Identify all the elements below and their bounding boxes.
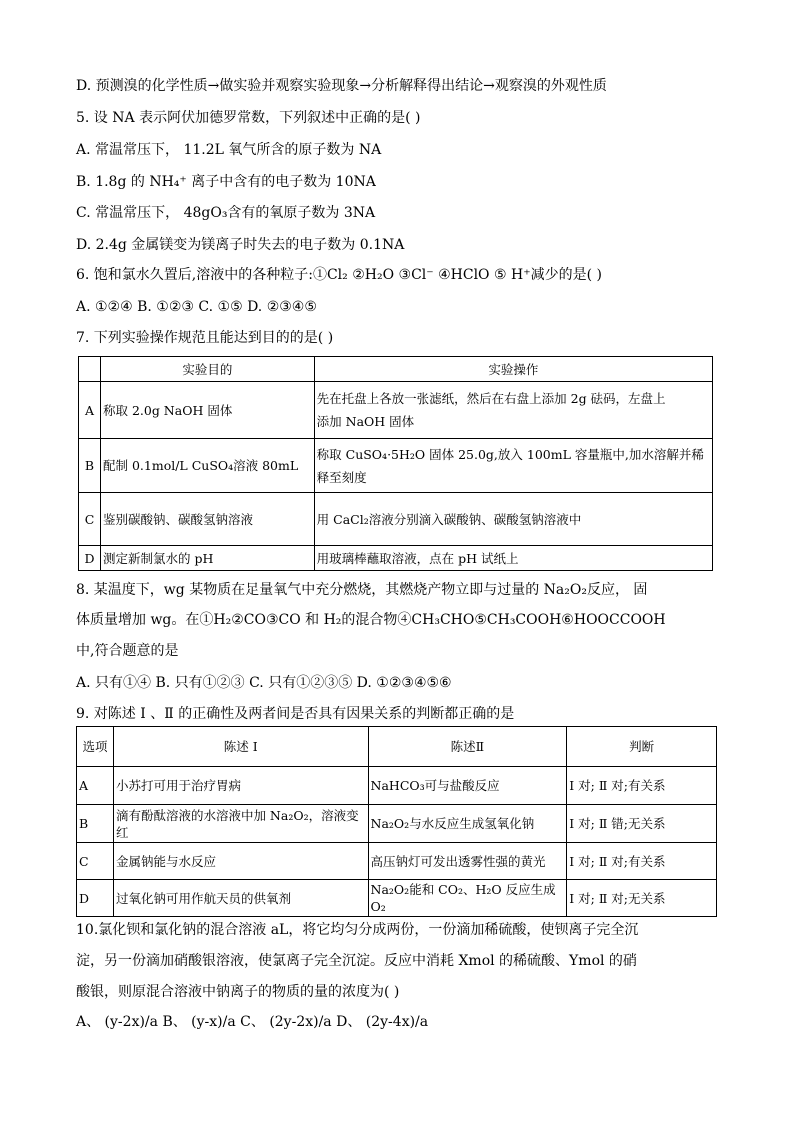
statement-2-cell: NaHCO₃可与盐酸反应: [368, 767, 567, 805]
question-5-stem: 5. 设 NA 表示阿伏加德罗常数，下列叙述中正确的是( ): [76, 110, 421, 126]
option-line: A. ①②④ B. ①②③ C. ①⑤ D. ②③④⑤: [76, 299, 317, 315]
operation-cell: 用玻璃棒蘸取溶液，点在 pH 试纸上: [314, 546, 712, 571]
option-line: B. 1.8g 的 NH₄⁺ 离子中含有的电子数为 10NA: [76, 174, 376, 190]
option-line: A. 常温常压下， 11.2L 氧气所含的原子数为 NA: [76, 142, 382, 158]
table-row: [79, 493, 713, 546]
question-9-stem: 9. 对陈述 Ⅰ 、Ⅱ 的正确性及两者间是否具有因果关系的判断都正确的是: [76, 706, 515, 722]
option-line: C. 常温常压下， 48gO₃含有的氧原子数为 3NA: [76, 205, 376, 221]
option-line: A、 (y-2x)/a B、 (y-x)/a C、 (2y-2x)/a D、 (2y-4x)/a: [76, 1014, 429, 1030]
operation-cell: [314, 382, 712, 439]
table-header-row: [79, 357, 713, 382]
statement-1-cell: 滴有酚酞溶液的水溶液中加 Na₂O₂，溶液变红: [113, 805, 368, 843]
table-row: [77, 843, 717, 880]
purpose-cell: 配制 0.1mol/L CuSO₄溶液 80mL: [100, 439, 314, 493]
judgement-cell: I 对; Ⅱ 对;有关系: [567, 843, 717, 880]
table-row: [77, 805, 717, 843]
header-cell: 实验操作: [314, 357, 712, 382]
operation-line: 称取 CuSO₄·5H₂O 固体 25.0g,放入 100mL 容量瓶中,加水溶解并稀: [316, 446, 704, 462]
operation-cell: 用 CaCl₂溶液分别滴入碳酸钠、碳酸氢钠溶液中: [314, 493, 712, 546]
option-cell: B: [77, 805, 114, 843]
operation-line: 释至刻度: [316, 469, 367, 485]
table-row: [79, 439, 713, 493]
table-row: [77, 767, 717, 805]
text-line: D. 预测溴的化学性质→做实验并观察实验现象→分析解释得出结论→观察溴的外观性质: [76, 78, 607, 94]
operation-line: 添加 NaOH 固体: [316, 414, 415, 429]
header-cell: 判断: [567, 727, 717, 767]
text-line: 中,符合题意的是: [76, 643, 179, 659]
purpose-cell: 测定新制氯水的 pH: [100, 546, 314, 571]
option-cell: A: [79, 382, 101, 439]
header-cell: [79, 357, 101, 382]
table-row: [77, 880, 717, 917]
statement-2-cell: Na₂O₂与水反应生成氢氧化钠: [368, 805, 567, 843]
question-10-stem: 10.氯化钡和氯化钠的混合溶液 aL，将它均匀分成两份，一份滴加稀硫酸，使钡离子完全沉: [76, 922, 639, 938]
question-7-stem: 7. 下列实验操作规范且能达到目的的是( ): [76, 330, 334, 346]
statement-table: [76, 726, 717, 917]
option-cell: C: [77, 843, 114, 880]
question-6-stem: 6. 饱和氯水久置后,溶液中的各种粒子:①Cl₂ ②H₂O ③Cl⁻ ④HClO ⑤ H⁺减少的是( ): [76, 267, 602, 283]
table-row: [79, 546, 713, 571]
header-cell: 选项: [77, 727, 114, 767]
statement-1-cell: 小苏打可用于治疗胃病: [113, 767, 368, 805]
header-cell: 陈述Ⅱ: [368, 727, 567, 767]
table-header-row: [77, 727, 717, 767]
judgement-cell: I 对; Ⅱ 对;有关系: [567, 767, 717, 805]
statement-1-cell: 金属钠能与水反应: [113, 843, 368, 880]
experiment-table: [78, 356, 713, 571]
judgement-cell: I 对; Ⅱ 错;无关系: [567, 805, 717, 843]
option-line: D. 2.4g 金属镁变为镁离子时失去的电子数为 0.1NA: [76, 237, 405, 253]
option-cell: B: [79, 439, 101, 493]
header-cell: 陈述 I: [113, 727, 368, 767]
header-cell: 实验目的: [100, 357, 314, 382]
option-line: A. 只有①④ B. 只有①②③ C. 只有①②③⑤ D. ①②③④⑤⑥: [76, 675, 452, 691]
option-cell: C: [79, 493, 101, 546]
table-row: [79, 382, 713, 439]
question-8-stem: 8. 某温度下，wg 某物质在足量氧气中充分燃烧，其燃烧产物立即与过量的 Na₂O₂反应， 固: [76, 582, 648, 598]
judgement-cell: I 对; Ⅱ 对;无关系: [567, 880, 717, 917]
option-cell: A: [77, 767, 114, 805]
operation-cell: [314, 439, 712, 493]
option-cell: D: [77, 880, 114, 917]
text-line: 酸银，则原混合溶液中钠离子的物质的量的浓度为( ): [76, 984, 400, 1000]
operation-line: 先在托盘上各放一张滤纸，然后在右盘上添加 2g 砝码，左盘上: [316, 391, 666, 406]
text-line: 体质量增加 wg。在①H₂②CO③CO 和 H₂的混合物④CH₃CHO⑤CH₃COOH⑥HOOCCOOH: [76, 612, 666, 628]
statement-2-cell: 高压钠灯可发出透雾性强的黄光: [368, 843, 567, 880]
purpose-cell: 鉴别碳酸钠、碳酸氢钠溶液: [100, 493, 314, 546]
text-line: 淀，另一份滴加硝酸银溶液，使氯离子完全沉淀。反应中消耗 Xmol 的稀硫酸、Ymol 的硝: [76, 953, 637, 969]
option-cell: D: [79, 546, 101, 571]
statement-2-cell: Na₂O₂能和 CO₂、H₂O 反应生成 O₂: [368, 880, 567, 917]
purpose-cell: 称取 2.0g NaOH 固体: [100, 382, 314, 439]
statement-1-cell: 过氧化钠可用作航天员的供氧剂: [113, 880, 368, 917]
